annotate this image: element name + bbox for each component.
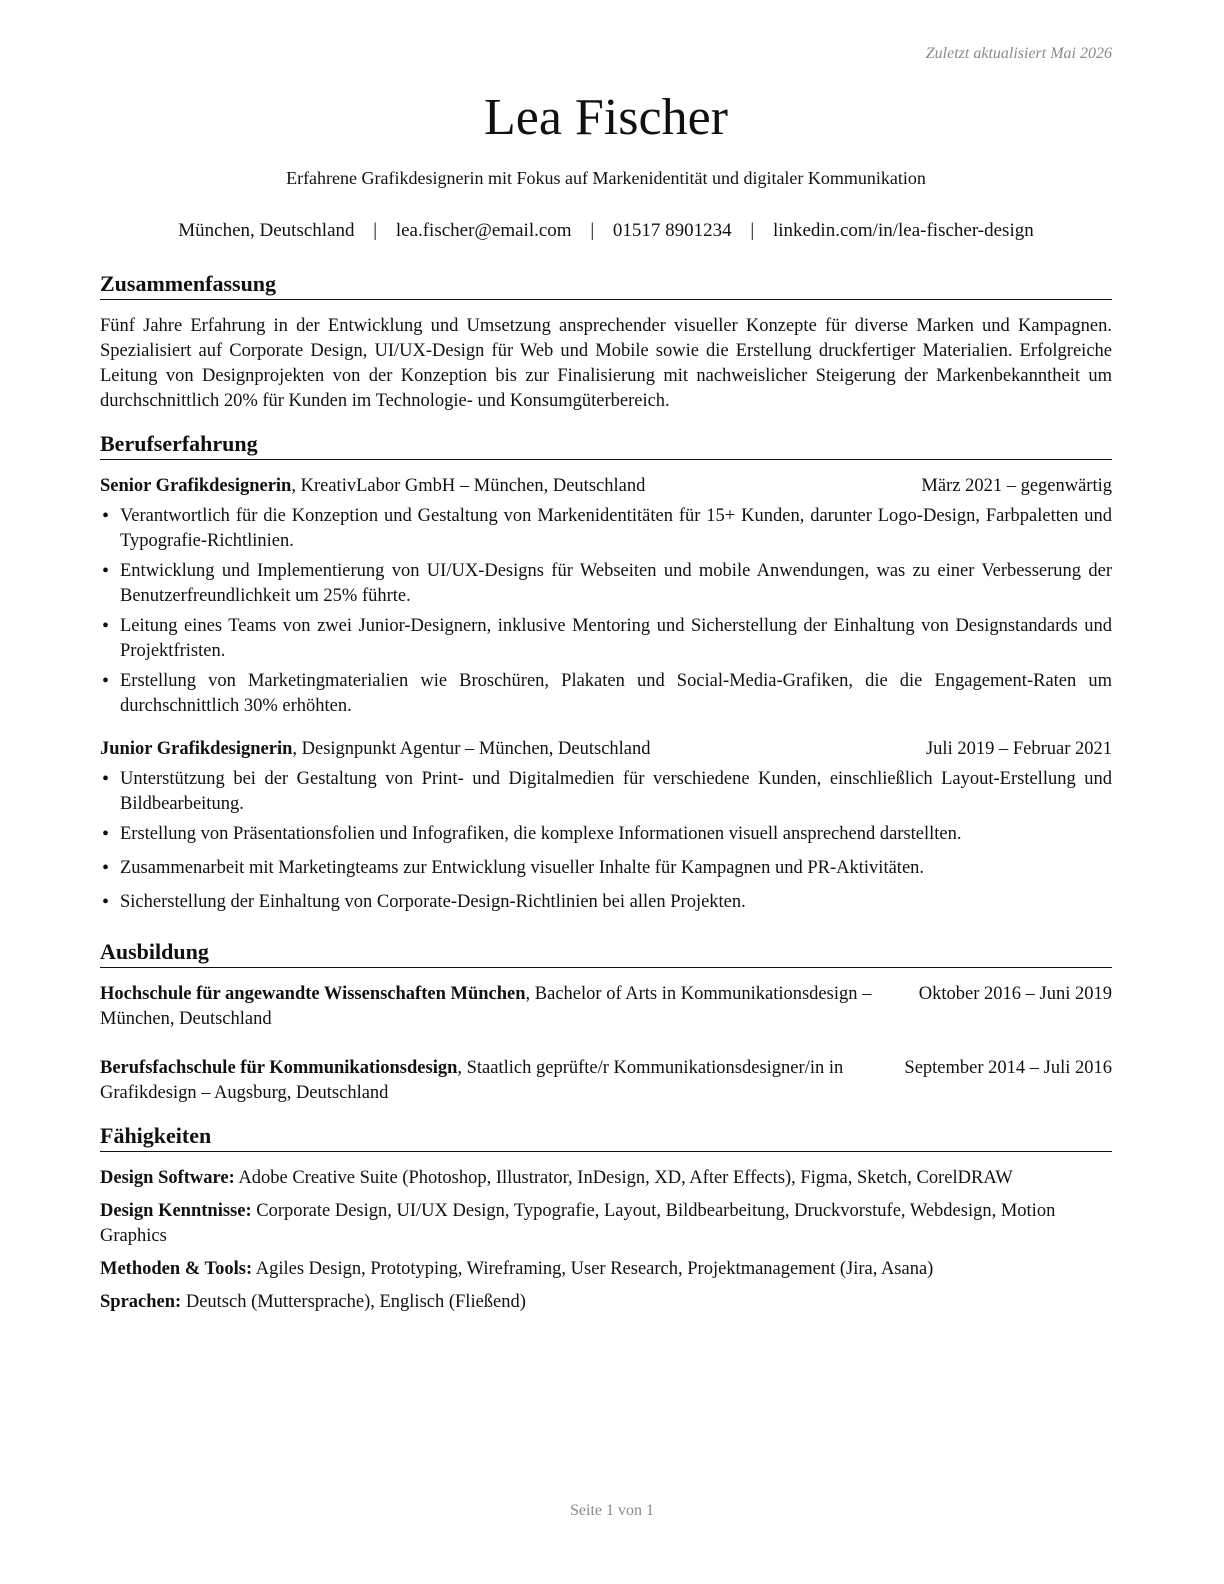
skills-section bbox=[100, 1122, 1112, 1323]
education-detail: , Bachelor of Arts in Kommunikationsdesign – München, Deutschland bbox=[100, 984, 872, 1029]
skill-value: Agiles Design, Prototyping, Wireframing, User Research, Projektmanagement (Jira, Asana) bbox=[252, 1259, 934, 1279]
skill-value: Adobe Creative Suite (Photoshop, Illustrator, InDesign, XD, After Effects), Figma, Sketch, CorelDRAW bbox=[234, 1168, 1013, 1188]
job-entry bbox=[100, 474, 1112, 719]
job-bullets bbox=[100, 504, 1112, 719]
contact-separator: | bbox=[590, 220, 595, 241]
education-dates: Oktober 2016 – Juni 2019 bbox=[918, 984, 1112, 1004]
skill-label: Sprachen: bbox=[100, 1292, 182, 1312]
skill-label: Design Software: bbox=[100, 1168, 235, 1188]
job-dates: Juli 2019 – Februar 2021 bbox=[925, 739, 1112, 759]
education-section bbox=[100, 938, 1112, 1106]
job-bullets bbox=[100, 767, 1112, 915]
candidate-name: Lea Fischer bbox=[483, 89, 728, 146]
education-entry bbox=[100, 1056, 1112, 1106]
skill-value: Deutsch (Muttersprache), Englisch (Fließend) bbox=[181, 1292, 526, 1312]
education-school: Hochschule für angewandte Wissenschaften München bbox=[100, 984, 526, 1004]
skill-row bbox=[100, 1257, 1112, 1282]
job-role: Junior Grafikdesignerin bbox=[100, 739, 293, 759]
page-number: Seite 1 von 1 bbox=[570, 1502, 654, 1519]
last-updated: Zuletzt aktualisiert Mai 2026 bbox=[925, 45, 1112, 62]
job-company: , Designpunkt Agentur – München, Deutschland bbox=[292, 739, 651, 759]
summary-section bbox=[100, 270, 1112, 414]
list-item: • Verantwortlich für die Konzeption und Gestaltung von Markenidentitäten für 15+ Kunden, darunter Logo-Design, Farbpaletten und Typografie-Richtlinien. bbox=[100, 504, 1112, 554]
section-title: Berufserfahrung bbox=[100, 430, 1112, 460]
contact-separator: | bbox=[373, 220, 378, 241]
skill-row bbox=[100, 1166, 1112, 1191]
contact-linkedin[interactable]: linkedin.com/in/lea-fischer-design bbox=[772, 220, 1034, 241]
job-company: , KreativLabor GmbH – München, Deutschland bbox=[291, 476, 646, 496]
skill-label: Methoden & Tools: bbox=[100, 1259, 253, 1279]
list-item: • Entwicklung und Implementierung von UI/UX-Designs für Webseiten und mobile Anwendungen, was zu einer Verbesserung der Benutzerfreundlichkeit um 25% führte. bbox=[100, 559, 1112, 609]
section-title: Zusammenfassung bbox=[100, 270, 1112, 300]
education-entry bbox=[100, 982, 1112, 1032]
contact-line bbox=[100, 220, 1112, 242]
summary-text: Fünf Jahre Erfahrung in der Entwicklung und Umsetzung ansprechender visueller Konzepte für diverse Marken und Kampagnen. Spezialisiert auf Corporate Design, UI/UX-Design für Web und Mobile sowie die Erstellung druckfertiger Materialien. Erfolgreiche Leitung von Designprojekten von der Konzeption bis zur Finalisierung mit nachweislicher Steigerung der Markenbekanntheit um durchschnittlich 20% für Kunden im Technologie- und Konsumgüterbereich. bbox=[100, 316, 1112, 411]
job-header bbox=[100, 474, 1112, 499]
skill-row bbox=[100, 1199, 1112, 1249]
job-entry bbox=[100, 737, 1112, 915]
list-item: • Sicherstellung der Einhaltung von Corporate-Design-Richtlinien bei allen Projekten. bbox=[100, 890, 1112, 915]
contact-phone: 01517 8901234 bbox=[612, 220, 732, 241]
contact-location: München, Deutschland bbox=[178, 220, 355, 241]
tagline: Erfahrene Grafikdesignerin mit Fokus auf Markenidentität und digitaler Kommunikation bbox=[286, 168, 926, 188]
section-title: Fähigkeiten bbox=[100, 1122, 1112, 1152]
skill-value: Corporate Design, UI/UX Design, Typografie, Layout, Bildbearbeitung, Druckvorstufe, Webdesign, Motion Graphics bbox=[100, 1201, 1056, 1246]
education-school: Berufsfachschule für Kommunikationsdesign bbox=[100, 1058, 458, 1078]
list-item: • Erstellung von Marketingmaterialien wie Broschüren, Plakaten und Social-Media-Grafiken, die die Engagement-Raten um durchschnittlich 30% erhöhten. bbox=[100, 669, 1112, 719]
list-item: • Erstellung von Präsentationsfolien und Infografiken, die komplexe Informationen visuell ansprechend darstellten. bbox=[100, 822, 1112, 847]
list-item: • Leitung eines Teams von zwei Junior-Designern, inklusive Mentoring und Sicherstellung der Einhaltung von Designstandards und Projektfristen. bbox=[100, 614, 1112, 664]
experience-section bbox=[100, 430, 1112, 920]
contact-email[interactable]: lea.fischer@email.com bbox=[395, 220, 572, 241]
job-role: Senior Grafikdesignerin bbox=[100, 476, 292, 496]
education-dates: September 2014 – Juli 2016 bbox=[904, 1058, 1112, 1078]
job-dates: März 2021 – gegenwärtig bbox=[921, 476, 1112, 496]
list-item: • Zusammenarbeit mit Marketingteams zur Entwicklung visueller Inhalte für Kampagnen und PR-Aktivitäten. bbox=[100, 856, 1112, 881]
list-item: • Unterstützung bei der Gestaltung von Print- und Digitalmedien für verschiedene Kunden, einschließlich Layout-Erstellung und Bildbearbeitung. bbox=[100, 767, 1112, 817]
contact-separator: | bbox=[750, 220, 755, 241]
section-title: Ausbildung bbox=[100, 938, 1112, 968]
skill-label: Design Kenntnisse: bbox=[100, 1201, 252, 1221]
education-detail: , Staatlich geprüfte/r Kommunikationsdesigner/in in Grafikdesign – Augsburg, Deutschland bbox=[100, 1058, 844, 1103]
job-header bbox=[100, 737, 1112, 762]
skill-row bbox=[100, 1290, 1112, 1315]
